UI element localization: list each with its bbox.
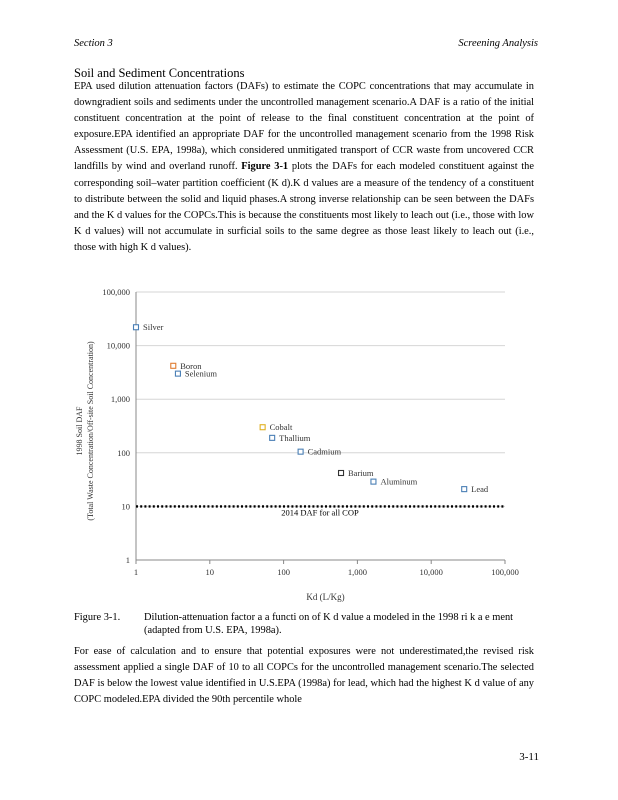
x-axis-title: Kd (L/Kg): [306, 592, 345, 602]
x-tick-label: 10: [205, 567, 215, 577]
y-tick-label: 1,000: [110, 394, 130, 405]
data-point-cobalt: [260, 425, 265, 430]
data-label-aluminum: Aluminum: [380, 476, 418, 487]
x-tick-label: 10,000: [419, 567, 443, 577]
y-tick-label: 10: [121, 501, 130, 512]
x-tick-label: 100: [277, 567, 290, 577]
data-point-silver: [134, 325, 139, 330]
data-label-lead: Lead: [471, 484, 489, 495]
page-number: 3-11: [519, 751, 539, 763]
data-point-aluminum: [371, 479, 376, 484]
figure-caption-text: Dilution-attenuation factor a a functi on of K d value a modeled in the 1998 ri k a e ment (adapted from U.S. EPA, 1998a).: [144, 612, 514, 636]
paragraph-revised-assessment: For ease of calculation and to ensure that potential exposures were not underestimated,the revised risk assessment applied a single DAF of 10 to all COPCs for the uncontrolled management scenario.The selected DAF is below the lowest value identified in U.S.EPA (1998a) for lead, which had the highest K d value of any COPC modeled.EPA divided the 90th percentile whole: [74, 646, 534, 706]
data-label-boron: Boron: [180, 360, 202, 371]
running-header-chapter: Screening Analysis: [458, 38, 538, 49]
data-label-cobalt: Cobalt: [269, 422, 293, 433]
data-point-thallium: [270, 435, 275, 440]
y-tick-label: 100: [117, 447, 130, 458]
data-label-cadmium: Cadmium: [307, 446, 342, 457]
y-axis-title-line1: 1998 Soil DAF: [75, 406, 84, 456]
x-tick-label: 1: [133, 567, 139, 577]
figure-caption: [74, 611, 544, 637]
y-tick-label: 100,000: [102, 287, 130, 297]
y-tick-label: 1: [125, 555, 130, 565]
data-label-barium: Barium: [348, 467, 374, 478]
y-axis-title-line2: (Total Waste Concentration/Off-site Soil Concentration): [86, 341, 95, 521]
x-tick-label: 1,000: [347, 567, 367, 577]
y-tick-label: 10,000: [106, 340, 130, 351]
data-label-silver: Silver: [143, 322, 164, 333]
chart-plot-area: [75, 287, 519, 602]
data-point-selenium: [175, 371, 180, 376]
data-label-thallium: Thallium: [279, 432, 311, 443]
data-label-selenium: Selenium: [184, 368, 218, 379]
data-point-cadmium: [298, 449, 303, 454]
data-point-barium: [339, 470, 344, 475]
figure-caption-label: Figure 3-1.: [74, 612, 121, 623]
data-point-lead: [462, 487, 467, 492]
running-header-section: Section 3: [74, 38, 113, 49]
paragraph-intro-rest: plots the DAFs for each modeled constituent against the corresponding soil–water partition coefficient (K d).K d values are a measure of the tendency of a constituent to distribute between the solid and liquid phases.A strong inverse relationship can be seen between the DAFs and the K d values for the COPCs.This is because the constituents most likely to leach out (i.e., those with low K d values) will not accumulate in surficial soils to the same degree as those least likely to leach out (i.e., those with high K d values).: [74, 161, 534, 253]
section-title: Soil and Sediment Concentrations: [74, 66, 245, 80]
x-tick-label: 100,000: [491, 567, 519, 577]
paragraph-intro-lead: EPA used dilution attenuation factors (DAFs) to estimate the COPC concentrations that may accumulate in downgradient soils and sediments under the uncontrolled management scenario.A DAF is a ratio of the initial constituent concentration at the point of release to the final constituent concentration at the point of exposure.EPA identified an appropriate DAF for the uncontrolled management scenario from the 1998 Risk Assessment (U.S. EPA, 1998a), which considered unmitigated transport of CCR waste from uncovered CCR landfills by wind and overland runoff.: [74, 81, 534, 173]
data-point-boron: [171, 363, 176, 368]
figure-reference[interactable]: Figure 3-1: [241, 161, 289, 173]
reference-line-label: 2014 DAF for all COP: [281, 507, 359, 518]
